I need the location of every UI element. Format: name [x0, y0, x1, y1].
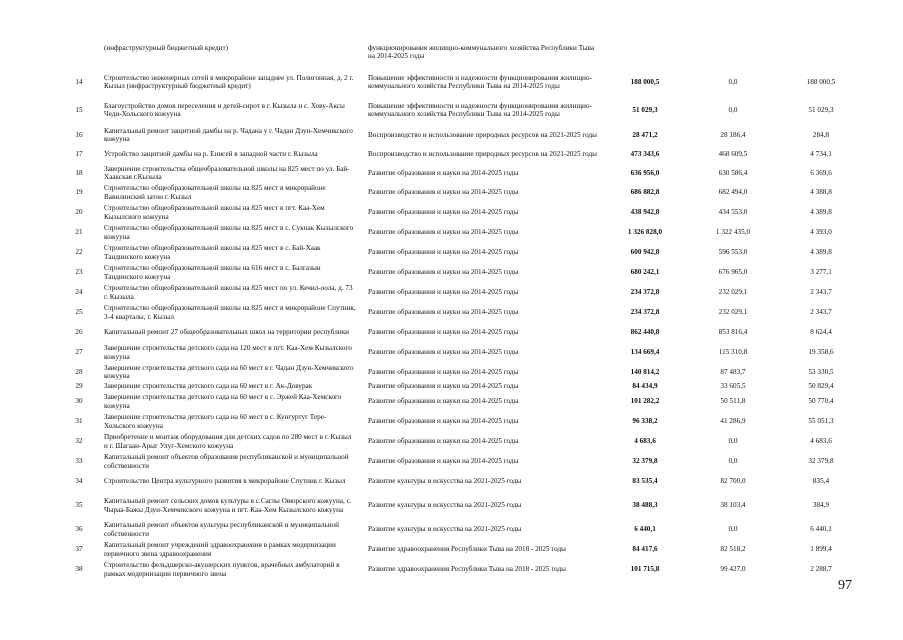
- federal-amount: 0,0: [728, 77, 738, 86]
- federal-amount: 82 700,0: [720, 477, 746, 486]
- item-name: Строительство общеобразовательной школы на 825 мест в микрорайоне Вавилинский затон г. Кызыл: [104, 184, 326, 201]
- table-row: [0, 145, 903, 163]
- regional-amount: 4 388,8: [810, 188, 832, 197]
- program-name: Развитие образования и науки на 2014-2025 годы: [368, 397, 519, 406]
- program-name: Развитие образования и науки на 2014-2025 годы: [368, 228, 519, 237]
- regional-amount: 2 343,7: [810, 308, 832, 317]
- federal-amount: 0,0: [728, 457, 738, 466]
- row-number: 30: [75, 397, 83, 406]
- page-number: 97: [838, 578, 852, 593]
- federal-amount: 468 609,5: [718, 149, 748, 158]
- item-name: Капитальный ремонт защитной дамбы на р. Чадана у г. Чадан Дзун-Хемчикского кожууна: [104, 126, 353, 143]
- federal-amount: 676 965,0: [718, 268, 748, 277]
- regional-amount: 51 029,3: [808, 105, 834, 114]
- program-name: Развитие образования и науки на 2014-2025 годы: [368, 457, 519, 466]
- total-amount: 188 000,5: [630, 77, 660, 86]
- regional-amount: 1 899,4: [810, 545, 832, 554]
- table-row: [0, 432, 903, 451]
- table-row: [0, 412, 903, 431]
- federal-amount: 232 029,1: [718, 308, 748, 317]
- item-name: Строительство общеобразовательной школы на 825 мест в с. Бай-Хаак Тандинского кожууна: [104, 244, 321, 261]
- regional-amount: 4 389,8: [810, 208, 832, 217]
- item-name: Приобретение и монтаж оборудования для детских садов по 280 мест в г. Кызыл и г. Шагаан-Арыг Улуг-Хемского кожууна: [104, 433, 352, 450]
- regional-amount: 6 440,1: [810, 525, 832, 534]
- table-row: [0, 303, 903, 322]
- program-name: Развитие культуры и искусства на 2021-2025 годы: [368, 477, 522, 486]
- row-number: 33: [75, 457, 83, 466]
- table-row-continuation: [0, 44, 903, 70]
- program-name: Развитие образования и науки на 2014-2025 годы: [368, 348, 519, 357]
- program-name: Развитие образования и науки на 2014-2025 годы: [368, 381, 519, 390]
- program-name: Повышение эффективности и надежности функционирования жилищно-коммунального хозяйства Республики Тыва на 2014-2025 годы: [368, 101, 592, 118]
- program-name: Развитие здравоохранения Республики Тыва на 2018 - 2025 годы: [368, 545, 566, 554]
- item-name: Завершение строительства общеобразовательной школы на 825 мест по ул. Бай-Хаакская г.Кызыла: [104, 164, 350, 181]
- program-name: Развитие образования и науки на 2014-2025 годы: [368, 308, 519, 317]
- table-row: [0, 452, 903, 471]
- regional-amount: 4 683,6: [810, 437, 832, 446]
- table-row: [0, 95, 903, 125]
- federal-amount: 0,0: [728, 105, 738, 114]
- regional-amount: 32 379,8: [808, 457, 834, 466]
- regional-amount: 835,4: [812, 477, 830, 486]
- item-name: Завершение строительства детского сада на 60 мест в с. Кунгуртуг Тере-Хольского кожууна: [104, 413, 327, 430]
- row-number: 31: [75, 417, 83, 426]
- total-amount: 686 882,8: [630, 188, 660, 197]
- regional-amount: 3 277,1: [810, 268, 832, 277]
- federal-amount: 38 103,4: [720, 501, 746, 510]
- item-name: Завершение строительства детского сада на 120 мест в пгт. Каа-Хем Кызылского кожууна: [104, 344, 352, 361]
- regional-amount: 2 343,7: [810, 288, 832, 297]
- table-row: [0, 126, 903, 144]
- federal-amount: 115 310,8: [718, 348, 748, 357]
- item-name: Строительство общеобразовательной школы на 825 мест в микрорайоне Спутник, 3-4 кварталы, г. Кызыл: [104, 304, 356, 321]
- regional-amount: 19 358,6: [808, 348, 834, 357]
- row-number: 23: [75, 268, 83, 277]
- regional-amount: 53 330,5: [808, 367, 834, 376]
- program-name: функционирования жилищно-коммунального хозяйства Республики Тыва на 2014-2025 годы: [368, 44, 595, 61]
- total-amount: 51 029,3: [632, 105, 658, 114]
- regional-amount: 284,8: [812, 130, 830, 139]
- program-name: Развитие культуры и искусства на 2021-2025 годы: [368, 501, 522, 510]
- table-row: [0, 70, 903, 94]
- federal-amount: 1 322 435,0: [715, 228, 751, 237]
- table-row: [0, 343, 903, 362]
- item-name: Капитальный ремонт сельских домов культуры в с.Саглы Овюрского кожууна, с. Чыраа-Бажы Дзун-Хемчикского кожууна и пгт. Каа-Хем Кызылского кожууна: [104, 497, 352, 514]
- total-amount: 680 242,1: [630, 268, 660, 277]
- regional-amount: 4 393,0: [810, 228, 832, 237]
- table-row: [0, 283, 903, 302]
- table-row: [0, 203, 903, 222]
- regional-amount: 50 770,4: [808, 397, 834, 406]
- federal-amount: 41 286,9: [720, 417, 746, 426]
- row-number: 20: [75, 208, 83, 217]
- total-amount: 1 326 828,0: [627, 228, 663, 237]
- total-amount: 101 282,2: [630, 397, 660, 406]
- program-name: Развитие образования и науки на 2014-2025 годы: [368, 417, 519, 426]
- total-amount: 862 440,8: [630, 328, 660, 337]
- item-name: Капитальный ремонт объектов культуры республиканской и муниципальной собственности: [104, 521, 339, 538]
- regional-amount: 2 288,7: [810, 565, 832, 574]
- regional-amount: 8 624,4: [810, 328, 832, 337]
- federal-amount: 630 586,4: [718, 168, 748, 177]
- total-amount: 28 471,2: [632, 130, 658, 139]
- program-name: Развитие образования и науки на 2014-2025 годы: [368, 268, 519, 277]
- federal-amount: 87 483,7: [720, 367, 746, 376]
- program-name: Повышение эффективности и надежности функционирования жилищно-коммунального хозяйства Республики Тыва на 2014-2025 годы: [368, 73, 592, 90]
- federal-amount: 82 518,2: [720, 545, 746, 554]
- program-name: Развитие здравоохранения Республики Тыва на 2018 - 2025 годы: [368, 565, 566, 574]
- row-number: 22: [75, 248, 83, 257]
- total-amount: 84 417,6: [632, 545, 658, 554]
- regional-amount: 6 369,6: [810, 168, 832, 177]
- federal-amount: 99 427,0: [720, 565, 746, 574]
- row-number: 35: [75, 501, 83, 510]
- row-number: 26: [75, 328, 83, 337]
- item-name: Строительство общеобразовательной школы на 825 мест в пгт. Каа-Хем Кызылского кожууна: [104, 204, 325, 221]
- program-name: Развитие образования и науки на 2014-2025 годы: [368, 248, 519, 257]
- regional-amount: 4 734,1: [810, 149, 832, 158]
- regional-amount: 55 051,3: [808, 417, 834, 426]
- row-number: 34: [75, 477, 83, 486]
- table-row: [0, 323, 903, 342]
- item-name: Устройство защитной дамбы на р. Енисей в западной части г. Кызыла: [104, 149, 318, 158]
- table-row: [0, 492, 903, 519]
- total-amount: 96 338,2: [632, 417, 658, 426]
- federal-amount: 596 553,0: [718, 248, 748, 257]
- program-name: Воспроизводство и использование природных ресурсов на 2021-2025 годы: [368, 149, 598, 158]
- item-name: Строительство инженерных сетей в микрорайоне западнее ул. Полигонная, д. 2 г. Кызыл (инфраструктурный бюджетный кредит): [104, 73, 354, 90]
- program-name: Воспроизводство и использование природных ресурсов на 2021-2025 годы: [368, 130, 598, 139]
- row-number: 14: [75, 77, 83, 86]
- table-row: [0, 560, 903, 579]
- federal-amount: 33 605,5: [720, 381, 746, 390]
- program-name: Развитие образования и науки на 2014-2025 годы: [368, 208, 519, 217]
- item-name: (инфраструктурный бюджетный кредит): [104, 44, 229, 52]
- total-amount: 38 488,3: [632, 501, 658, 510]
- item-name: Строительство общеобразовательной школы на 616 мест в с. Балгазын Тандинского кожууна: [104, 264, 321, 281]
- table-row: [0, 392, 903, 411]
- row-number: 18: [75, 168, 83, 177]
- federal-amount: 0,0: [728, 437, 738, 446]
- federal-amount: 853 816,4: [718, 328, 748, 337]
- regional-amount: 4 389,8: [810, 248, 832, 257]
- table-row: [0, 243, 903, 262]
- table-row: [0, 540, 903, 559]
- item-name: Завершение строительства детского сада на 60 мест в г. Чадан Дзун-Хемчикского кожууна: [104, 363, 354, 380]
- total-amount: 234 372,8: [630, 288, 660, 297]
- item-name: Капитальный ремонт 27 общеобразовательных школ на территории республики: [104, 328, 350, 337]
- program-name: Развитие образования и науки на 2014-2025 годы: [368, 437, 519, 446]
- row-number: 29: [75, 381, 83, 390]
- federal-amount: 50 511,8: [720, 397, 746, 406]
- row-number: 25: [75, 308, 83, 317]
- regional-amount: 188 000,5: [806, 77, 836, 86]
- total-amount: 6 440,1: [634, 525, 656, 534]
- program-name: Развитие образования и науки на 2014-2025 годы: [368, 367, 519, 376]
- row-number: 27: [75, 348, 83, 357]
- federal-amount: 28 186,4: [720, 130, 746, 139]
- row-number: 24: [75, 288, 83, 297]
- row-number: 16: [75, 130, 83, 139]
- item-name: Капитальный ремонт объектов образования республиканской и муниципальной собственности: [104, 453, 349, 470]
- table-row: [0, 263, 903, 282]
- table-row: [0, 520, 903, 539]
- item-name: Благоустройство домов переселения и детей-сирот в г. Кызыла и с. Хову-Аксы Чеди-Хольского кожууна: [104, 101, 345, 118]
- item-name: Завершение строительства детского сада на 60 мест в с. Эржей Каа-Хемского кожууна: [104, 393, 342, 410]
- total-amount: 234 372,8: [630, 308, 660, 317]
- row-number: 17: [75, 149, 83, 158]
- federal-amount: 434 553,0: [718, 208, 748, 217]
- table-row: [0, 223, 903, 242]
- total-amount: 32 379,8: [632, 457, 658, 466]
- table-row: [0, 363, 903, 381]
- row-number: 32: [75, 437, 83, 446]
- row-number: 21: [75, 228, 83, 237]
- row-number: 19: [75, 188, 83, 197]
- federal-amount: 232 029,1: [718, 288, 748, 297]
- total-amount: 101 715,8: [630, 565, 660, 574]
- total-amount: 84 434,9: [632, 381, 658, 390]
- item-name: Строительство Центра культурного развития в микрорайоне Спутник г. Кызыл: [104, 477, 346, 486]
- total-amount: 473 343,6: [630, 149, 660, 158]
- table-row: [0, 381, 903, 391]
- regional-amount: 50 829,4: [808, 381, 834, 390]
- row-number: 28: [75, 367, 83, 376]
- row-number: 38: [75, 565, 83, 574]
- item-name: Строительство фельдшерско-акушерских пунктов, врачебных амбулаторий в рамках модернизации первичного звена: [104, 561, 340, 578]
- table-row: [0, 183, 903, 202]
- total-amount: 134 669,4: [630, 348, 660, 357]
- total-amount: 438 942,8: [630, 208, 660, 217]
- federal-amount: 0,0: [728, 525, 738, 534]
- item-name: Строительство общеобразовательной школы на 825 мест в с. Сукпак Кызылского кожууна: [104, 224, 354, 241]
- program-name: Развитие образования и науки на 2014-2025 годы: [368, 328, 519, 337]
- row-number: 36: [75, 525, 83, 534]
- table-row: [0, 472, 903, 491]
- item-name: Завершение строительства детского сада на 60 мест в г. Ак-Довурак: [104, 381, 313, 390]
- total-amount: 636 956,0: [630, 168, 660, 177]
- program-name: Развитие образования и науки на 2014-2025 годы: [368, 288, 519, 297]
- item-name: Капитальный ремонт учреждений здравоохранения в рамках модернизации первичного звена здравоохранения: [104, 541, 336, 558]
- item-name: Строительство общеобразовательной школы на 825 мест по ул. Кечил-оола, д. 73 г. Кызыла: [104, 284, 353, 301]
- total-amount: 4 683,6: [634, 437, 656, 446]
- program-name: Развитие образования и науки на 2014-2025 годы: [368, 168, 519, 177]
- total-amount: 83 535,4: [632, 477, 658, 486]
- row-number: 15: [75, 105, 83, 114]
- total-amount: 600 942,8: [630, 248, 660, 257]
- table-row: [0, 164, 903, 182]
- program-name: Развитие образования и науки на 2014-2025 годы: [368, 188, 519, 197]
- program-name: Развитие культуры и искусства на 2021-2025 годы: [368, 525, 522, 534]
- total-amount: 140 814,2: [630, 367, 660, 376]
- regional-amount: 384,9: [812, 501, 830, 510]
- federal-amount: 682 494,0: [718, 188, 748, 197]
- row-number: 37: [75, 545, 83, 554]
